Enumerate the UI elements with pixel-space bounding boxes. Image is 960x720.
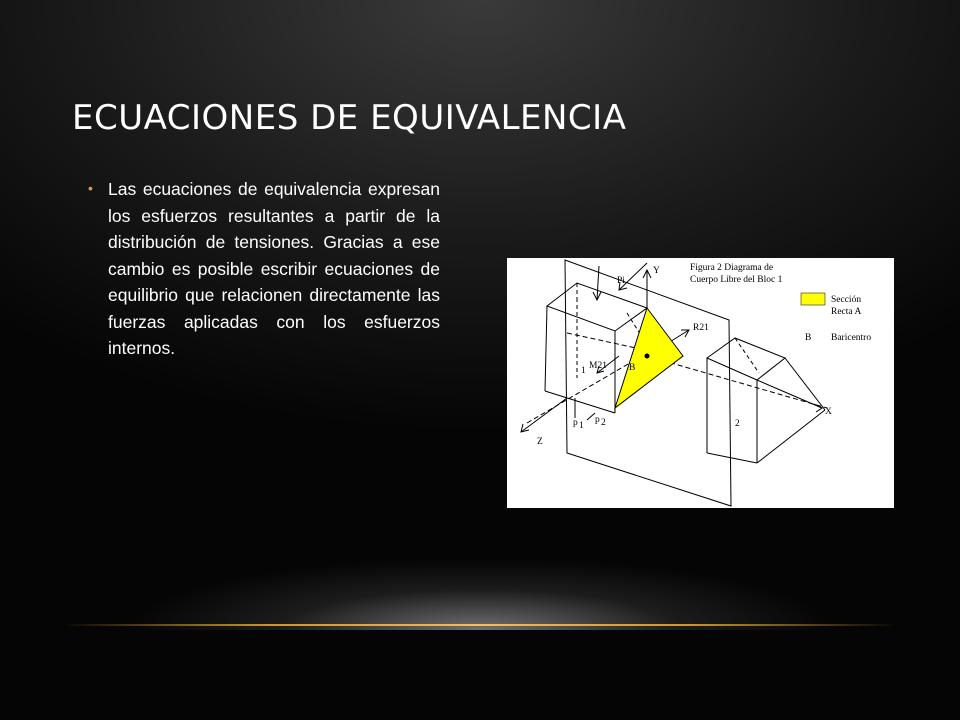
bullet-text: Las ecuaciones de equivalencia expresan los esfuerzos resultantes a partir de la distribución de tensiones. Gracias a ese cambio es posible escribir ecuaciones de equilibrio que relacionen directamente las fuerzas aplicadas con los esfuerzos internos.	[108, 179, 440, 358]
label-x: X	[825, 407, 832, 417]
bullet-list	[88, 176, 440, 362]
section-a-triangle	[615, 308, 683, 408]
legend-section-line2: Recta A	[831, 307, 862, 317]
label-m21: M21	[589, 361, 607, 371]
floor-glow	[40, 540, 920, 630]
legend-b: B	[805, 333, 812, 343]
block1-top	[547, 283, 647, 331]
caption-line1: Figura 2 Diagrama de	[690, 263, 774, 273]
label-p2-sub: 2	[601, 418, 606, 428]
block2-top	[707, 338, 785, 380]
label-b: B	[629, 363, 636, 373]
label-pi: Pi	[617, 276, 625, 286]
free-body-diagram	[507, 258, 894, 508]
label-two: 2	[735, 419, 740, 429]
label-p1: p	[573, 418, 578, 428]
caption-line2: Cuerpo Libre del Bloc 1	[690, 275, 783, 285]
floor-line	[60, 624, 900, 626]
label-one: 1	[581, 366, 586, 376]
legend-swatch	[801, 293, 825, 305]
slide-title: ECUACIONES DE EQUIVALENCIA	[72, 98, 627, 138]
diagram-svg	[507, 258, 894, 508]
label-p1-sub: 1	[579, 421, 584, 431]
bullet-marker: •	[88, 180, 93, 196]
legend-baricentro: Baricentro	[831, 333, 872, 343]
label-z: Z	[537, 437, 543, 447]
label-p2: p	[595, 415, 600, 425]
baricentro-point	[645, 354, 650, 359]
legend-section-line1: Sección	[831, 295, 862, 305]
label-y: Y	[653, 266, 660, 276]
label-r21: R21	[693, 323, 709, 333]
